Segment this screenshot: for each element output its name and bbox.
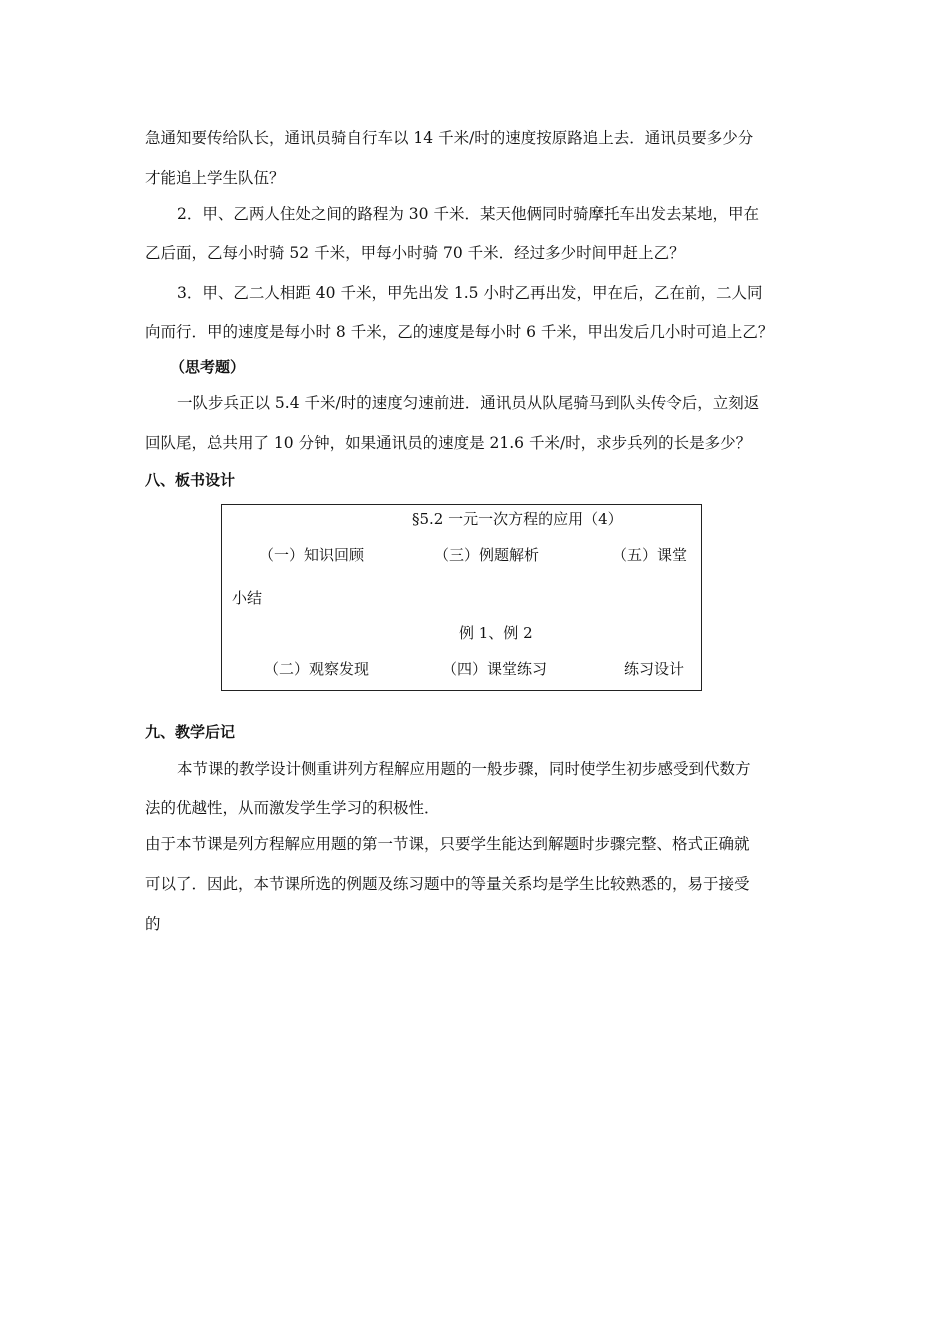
board-item-4: （四）课堂练习: [442, 660, 548, 678]
paragraph-line: 急通知要传给队长，通讯员骑自行车以 14 千米/时的速度按原路追上去．通讯员要多少分: [145, 129, 754, 147]
think-question-line: 一队步兵正以 5.4 千米/时的速度匀速前进．通讯员从队尾骑马到队头传令后，立刻返: [177, 394, 760, 412]
board-item-2: （二）观察发现: [264, 660, 370, 678]
exercise-3-line: 向而行．甲的速度是每小时 8 千米，乙的速度是每小时 6 千米，甲出发后几小时可追上乙？: [145, 323, 774, 341]
think-question-line: 回队尾，总共用了 10 分钟，如果通讯员的速度是 21.6 千米/时，求步兵列的长是多少？: [145, 434, 752, 452]
board-exercise-design: 练习设计: [624, 660, 685, 678]
board-examples: 例 1、例 2: [459, 624, 533, 642]
paragraph-line: 才能追上学生队伍？: [145, 169, 285, 187]
board-title: §5.2 一元一次方程的应用（4）: [412, 510, 623, 528]
board-item-3: （三）例题解析: [434, 546, 540, 564]
reflection-line: 由于本节课是列方程解应用题的第一节课，只要学生能达到解题时步骤完整、格式正确就: [145, 835, 750, 853]
exercise-2-line: 乙后面，乙每小时骑 52 千米，甲每小时骑 70 千米．经过多少时间甲赶上乙？: [145, 244, 685, 262]
reflection-line: 的: [145, 915, 161, 933]
reflection-line: 本节课的教学设计侧重讲列方程解应用题的一般步骤，同时使学生初步感受到代数方: [177, 760, 751, 778]
reflection-line: 可以了．因此，本节课所选的例题及练习题中的等量关系均是学生比较熟悉的，易于接受: [145, 875, 750, 893]
exercise-3-line: 3．甲、乙二人相距 40 千米，甲先出发 1.5 小时乙再出发，甲在后，乙在前，二人同: [177, 284, 763, 302]
think-question-heading: （思考题）: [170, 358, 246, 376]
exercise-2-line: 2．甲、乙两人住处之间的路程为 30 千米．某天他俩同时骑摩托车出发去某地，甲在: [177, 205, 759, 223]
board-item-5: （五）课堂: [612, 546, 688, 564]
board-item-5-continued: 小结: [232, 589, 263, 607]
blackboard-design-box: [221, 504, 702, 691]
reflection-line: 法的优越性，从而激发学生学习的积极性．: [145, 799, 440, 817]
board-item-1: （一）知识回顾: [259, 546, 365, 564]
section-9-heading: 九、教学后记: [145, 723, 236, 741]
section-8-heading: 八、板书设计: [145, 471, 236, 489]
